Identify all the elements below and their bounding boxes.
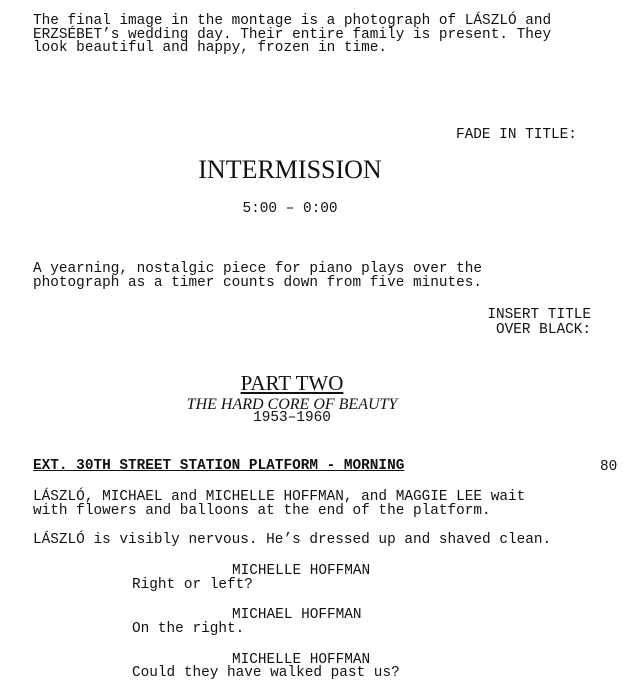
action-wait: LÁSZLÓ, MICHAEL and MICHELLE HOFFMAN, and MAGGIE LEE wait with flowers and balloons at the end of the platform. <box>33 489 526 519</box>
scene-number: 80 <box>600 459 618 475</box>
scene-heading: EXT. 30TH STREET STATION PLATFORM - MORNING <box>33 458 405 474</box>
dialogue-character: MICHELLE HOFFMAN <box>232 652 371 668</box>
part-title: PART TWO <box>240 371 344 395</box>
transition-fade-in: FADE IN TITLE: <box>456 127 577 143</box>
intermission-title: INTERMISSION <box>198 155 382 184</box>
transition-insert-title: INSERT TITLE OVER BLACK: <box>487 307 591 338</box>
intermission-timer: 5:00 – 0:00 <box>242 201 338 217</box>
action-nervous: LÁSZLÓ is visibly nervous. He’s dressed up and shaved clean. <box>33 532 552 548</box>
dialogue-line: Could they have walked past us? <box>132 665 400 681</box>
part-years: 1953–1960 <box>253 410 331 426</box>
piano-action: A yearning, nostalgic piece for piano plays over the photograph as a timer counts down from five minutes. <box>33 261 483 291</box>
dialogue-character: MICHAEL HOFFMAN <box>232 607 362 623</box>
part-subtitle: THE HARD CORE OF BEAUTY <box>186 396 398 413</box>
dialogue-line: Right or left? <box>132 577 253 593</box>
dialogue-character: MICHELLE HOFFMAN <box>232 563 371 579</box>
opening-action: The final image in the montage is a photograph of LÁSZLÓ and ERZSÉBET’s wedding day. Their entire family is present. They look beautiful and happy, frozen in time. <box>33 13 552 56</box>
dialogue-line: On the right. <box>132 621 245 637</box>
